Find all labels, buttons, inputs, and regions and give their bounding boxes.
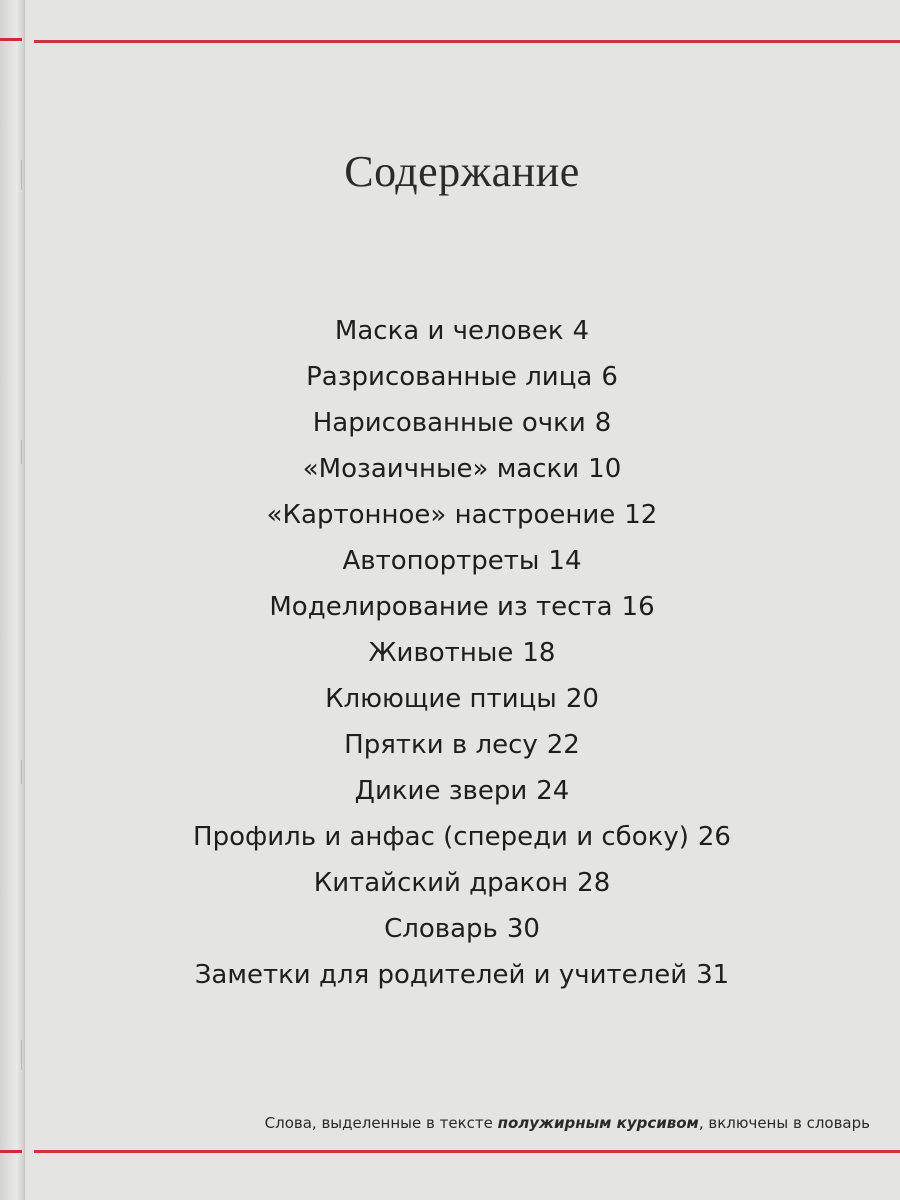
- contents-page: [24, 0, 900, 1200]
- toc-entry: [24, 860, 900, 906]
- toc-entry-page-number: 16: [621, 592, 655, 622]
- toc-entry-title: Автопортреты: [342, 546, 540, 576]
- toc-entry-page-number: 22: [546, 730, 580, 760]
- toc-entry: [24, 906, 900, 952]
- top-red-rule: [34, 40, 900, 43]
- binding-stitch: [21, 760, 22, 784]
- toc-entry: [24, 630, 900, 676]
- toc-entry-page-number: 4: [572, 316, 590, 346]
- bottom-red-rule: [34, 1150, 900, 1153]
- toc-entry: [24, 400, 900, 446]
- binding-stitch: [21, 160, 22, 190]
- toc-entry: [24, 308, 900, 354]
- toc-entry-page-number: 20: [565, 684, 599, 714]
- toc-entry-page-number: 10: [588, 454, 622, 484]
- toc-entry-title: Дикие звери: [354, 776, 528, 806]
- toc-entry-title: Заметки для родителей и учителей: [194, 960, 688, 990]
- toc-entry-title: Профиль и анфас (спереди и сбоку): [193, 822, 689, 852]
- toc-entry-page-number: 28: [577, 868, 611, 898]
- toc-entry: [24, 814, 900, 860]
- toc-entry-title: Нарисованные очки: [312, 408, 586, 438]
- toc-entry-title: Животные: [368, 638, 514, 668]
- toc-entry-title: Китайский дракон: [313, 868, 569, 898]
- table-of-contents: [24, 308, 900, 998]
- toc-entry-title: Клюющие птицы: [325, 684, 557, 714]
- toc-entry-page-number: 14: [548, 546, 582, 576]
- toc-entry: [24, 952, 900, 998]
- toc-entry-title: Моделирование из теста: [269, 592, 613, 622]
- spine-red-mark-top: [0, 38, 22, 41]
- book-spine: [0, 0, 25, 1200]
- toc-entry-page-number: 31: [696, 960, 730, 990]
- footnote-emphasis: полужирным курсивом: [497, 1114, 699, 1132]
- toc-entry-page-number: 12: [624, 500, 658, 530]
- footnote-text-after: , включены в словарь: [698, 1114, 870, 1132]
- toc-entry-title: Прятки в лесу: [344, 730, 538, 760]
- toc-entry-title: Маска и человек: [334, 316, 564, 346]
- toc-entry-page-number: 18: [522, 638, 556, 668]
- toc-entry: [24, 492, 900, 538]
- binding-stitch: [21, 440, 22, 464]
- toc-entry: [24, 676, 900, 722]
- toc-entry-title: Словарь: [384, 914, 498, 944]
- spine-red-mark-bottom: [0, 1150, 22, 1153]
- toc-entry-page-number: 26: [697, 822, 731, 852]
- toc-entry: [24, 722, 900, 768]
- footnote-text-before: Слова, выделенные в тексте: [264, 1114, 498, 1132]
- toc-entry: [24, 354, 900, 400]
- toc-entry: [24, 538, 900, 584]
- toc-entry-page-number: 30: [506, 914, 540, 944]
- toc-entry-title: «Картонное» настроение: [266, 500, 616, 530]
- toc-entry: [24, 584, 900, 630]
- toc-entry: [24, 768, 900, 814]
- toc-entry: [24, 446, 900, 492]
- toc-entry-page-number: 8: [594, 408, 612, 438]
- page-title: Содержание: [344, 147, 580, 196]
- toc-entry-page-number: 24: [536, 776, 570, 806]
- toc-entry-title: «Мозаичные» маски: [302, 454, 580, 484]
- toc-entry-title: Разрисованные лица: [306, 362, 593, 392]
- binding-stitch: [21, 1040, 22, 1070]
- footnote: [265, 1114, 870, 1132]
- toc-entry-page-number: 6: [601, 362, 618, 392]
